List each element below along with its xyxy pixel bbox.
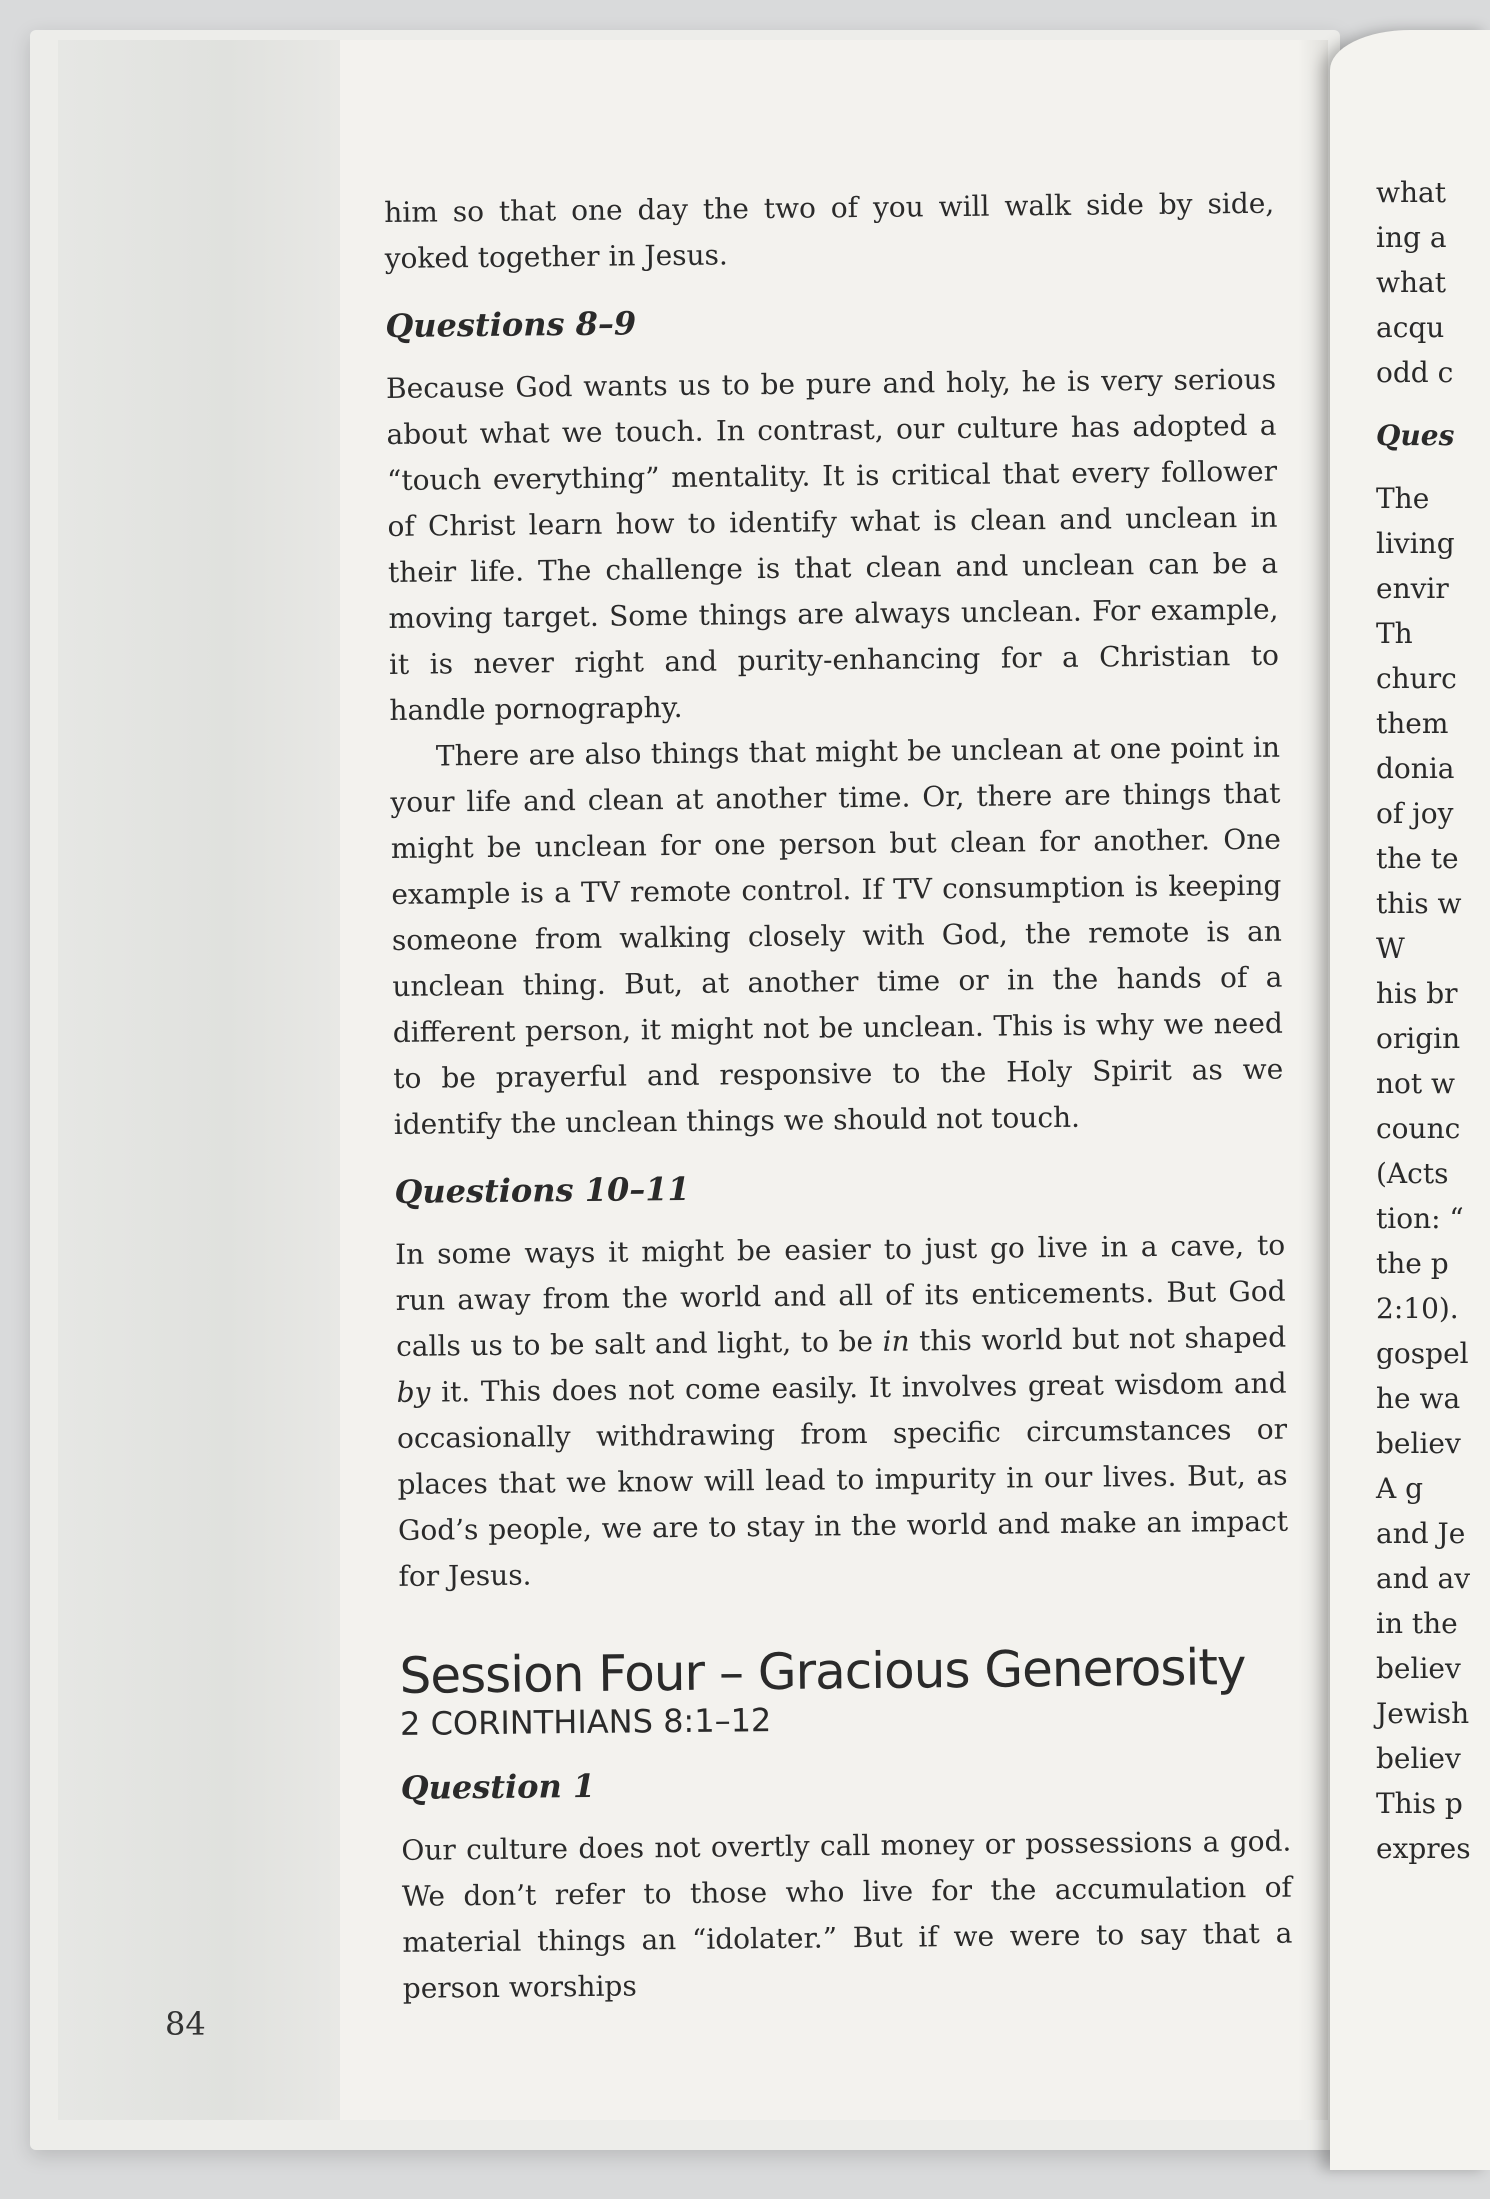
right-page-line: envir: [1376, 572, 1449, 605]
right-page-line: not w: [1376, 1067, 1456, 1100]
right-page-line: gospel: [1376, 1337, 1469, 1370]
right-page-lines: [1376, 170, 1471, 395]
right-page-text: [1376, 170, 1471, 1871]
intro-paragraph: him so that one day the two of you will walk side by side, yoked together in Jesus.: [384, 186, 1275, 275]
right-page-line: donia: [1376, 752, 1455, 785]
right-page-line: believ: [1376, 1427, 1461, 1460]
paragraph: There are also things that might be unclean at one point in your life and clean at another time. Or, there are things that might be unclean for one person but clean for another. One example is a TV remote control. If TV consumption is keeping someone from walking closely with God, the remote is an unclean thing. But, at another time or in the hands of a different person, it might not be unclean. This is why we need to be prayerful and responsive to the Holy Spirit as we identify the unclean things we should not touch.: [390, 730, 1284, 1141]
right-page-line: living: [1376, 527, 1455, 560]
right-page-line: he wa: [1376, 1382, 1461, 1415]
right-page-line: Th: [1376, 617, 1413, 650]
right-page-line: W: [1376, 932, 1405, 965]
right-page-line: this w: [1376, 887, 1462, 920]
right-page-line: odd c: [1376, 356, 1454, 389]
right-page-line: believ: [1376, 1742, 1461, 1775]
right-page-line: believ: [1376, 1652, 1461, 1685]
page-number: 84: [165, 2005, 206, 2043]
text-run: it. This does not come easily. It involves great wisdom and occasionally withdrawing from specific circumstances or places that we know will lead to impurity in our lives. But, as God’s people, we are to stay in the world and make an impact for Jesus.: [396, 1366, 1289, 1593]
paragraph: Our culture does not overtly call money or possessions a god. We don’t refer to those who live for the accumulation of material things an “idolater.” But if we were to say that a person worships: [401, 1824, 1293, 2005]
right-page-line: 2:10).: [1376, 1292, 1459, 1325]
right-page-line: A g: [1376, 1472, 1424, 1505]
text-run: this world but not shaped: [909, 1320, 1287, 1358]
paragraph: Because God wants us to be pure and holy, he is very serious about what we touch. In contrast, our culture has adopted a “touch everything” mentality. It is critical that every follower of Christ learn how to identify what is clean and unclean in their life. The challenge is that clean and unclean can be a moving target. Some things are always unclean. For example, it is never right and purity-enhancing for a Christian to handle pornography.: [385, 362, 1280, 727]
right-page-line: Jewish: [1376, 1697, 1470, 1730]
right-page-line: what: [1376, 176, 1446, 209]
right-page-line: This p: [1376, 1787, 1463, 1820]
right-page-line: the te: [1376, 842, 1459, 875]
right-page-line: and av: [1376, 1562, 1471, 1595]
right-page-line: of joy: [1376, 797, 1454, 830]
text-run: In some ways it might be easier to just go live in a cave, to run away from the world and all of its enticements. But God calls us to be salt and light, to be: [394, 1228, 1286, 1363]
right-page: [1330, 30, 1490, 2170]
session-title: Session Four – Gracious Generosity: [399, 1638, 1246, 1705]
scripture-reference: 2 CORINTHIANS 8:1–12: [399, 1701, 772, 1743]
right-page-line: his br: [1376, 977, 1458, 1010]
right-page-line: churc: [1376, 662, 1457, 695]
page-gutter: [1298, 40, 1328, 2120]
right-page-line: (Acts: [1376, 1157, 1449, 1190]
emphasis: by: [396, 1375, 431, 1409]
right-page-line: origin: [1376, 1022, 1461, 1055]
right-page-lines: [1376, 476, 1471, 1871]
right-page-line: and Je: [1376, 1517, 1466, 1550]
right-page-line: in the: [1376, 1607, 1458, 1640]
right-page-line: what: [1376, 266, 1446, 299]
left-page: [58, 40, 1328, 2120]
right-page-line: ing a: [1376, 221, 1447, 254]
right-page-line: tion: “: [1376, 1202, 1464, 1235]
right-page-line: acqu: [1376, 311, 1445, 344]
emphasis: in: [882, 1324, 910, 1358]
paragraph: [395, 1223, 1289, 1600]
right-page-line: expres: [1376, 1832, 1471, 1865]
right-page-heading: Ques: [1376, 419, 1455, 452]
right-page-line: counc: [1376, 1112, 1461, 1145]
section-heading: Questions 10–11: [394, 1169, 690, 1211]
section-heading: Question 1: [400, 1766, 596, 1807]
right-page-line: the p: [1376, 1247, 1449, 1280]
section-heading: Questions 8–9: [385, 304, 637, 345]
page-margin: [58, 40, 340, 2120]
body-text: [384, 181, 1293, 2012]
right-page-line: them: [1376, 707, 1449, 740]
right-page-line: The: [1376, 482, 1430, 515]
